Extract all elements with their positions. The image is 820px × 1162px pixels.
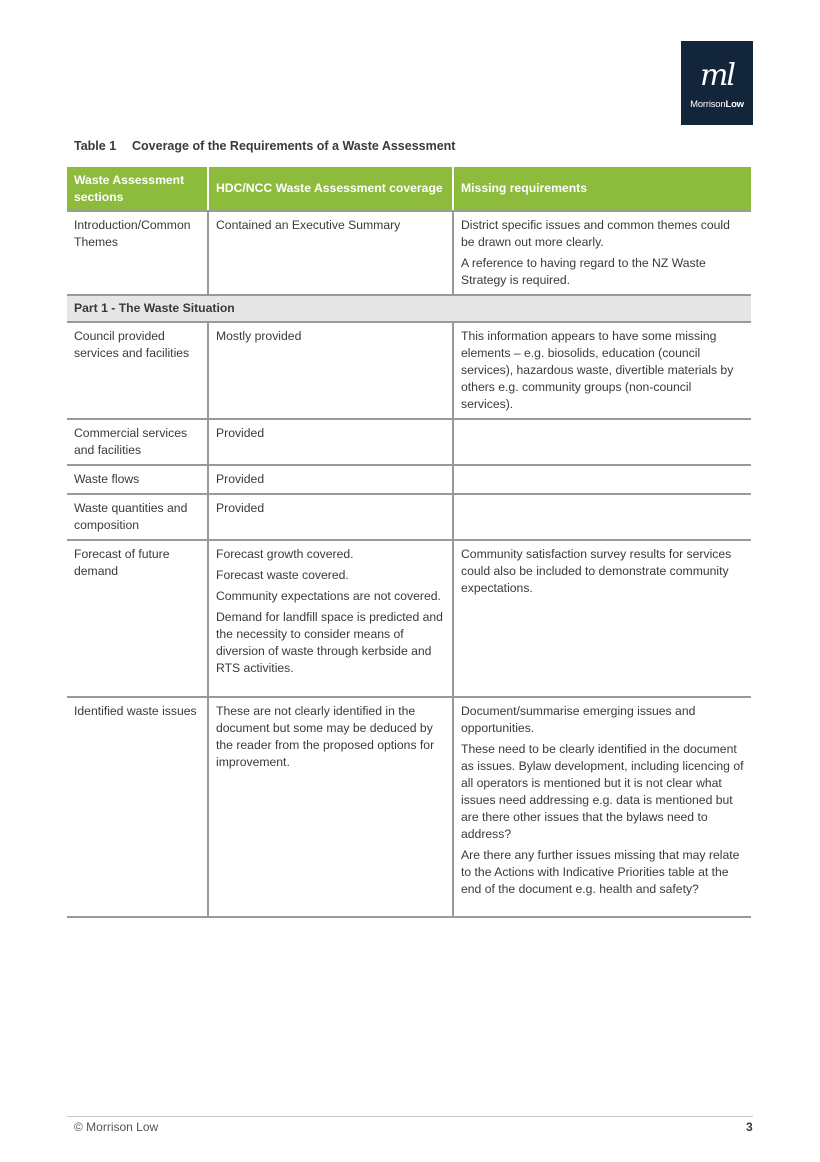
- page-number: 3: [746, 1120, 753, 1134]
- section-cell: Waste flows: [67, 465, 208, 494]
- section-cell: Council provided services and facilities: [67, 322, 208, 419]
- table-row: [67, 494, 751, 540]
- table-header-row: [67, 167, 751, 211]
- section-heading: Part 1 - The Waste Situation: [67, 295, 751, 322]
- section-cell: Waste quantities and composition: [67, 494, 208, 540]
- table-row: [67, 540, 751, 697]
- coverage-cell: Forecast growth covered. Forecast waste covered. Community expectations are not covered. Demand for landfill space is predicted and the necessity to consider means of diversion of waste through kerbside and RTS activities.: [208, 540, 453, 697]
- header-coverage: HDC/NCC Waste Assessment coverage: [208, 167, 453, 211]
- coverage-cell: These are not clearly identified in the document but some may be deduced by the reader from the proposed options for improvement.: [208, 697, 453, 917]
- logo-mark: ml: [699, 58, 735, 93]
- missing-cell: [453, 419, 751, 465]
- footer-divider: [67, 1116, 753, 1117]
- table-row: [67, 465, 751, 494]
- coverage-cell: Provided: [208, 419, 453, 465]
- morrison-low-logo: [681, 41, 753, 125]
- missing-cell: This information appears to have some missing elements – e.g. biosolids, education (council services), hazardous waste, divertible materials by others e.g. community groups (non-council services).: [453, 322, 751, 419]
- table-caption-number: Table 1: [74, 139, 117, 153]
- table-caption-title: Coverage of the Requirements of a Waste Assessment: [132, 139, 456, 153]
- table-row: [67, 697, 751, 917]
- table-row: [67, 419, 751, 465]
- section-cell: Identified waste issues: [67, 697, 208, 917]
- missing-cell: Community satisfaction survey results for services could also be included to demonstrate community expectations.: [453, 540, 751, 697]
- missing-cell: Document/summarise emerging issues and opportunities. These need to be clearly identified in the document as issues. Bylaw development, including licencing of all operators is mentioned but it is not clear what issues need addressing e.g. data is mentioned but are there other issues that the bylaws need to address? Are there any further issues missing that may relate to the Actions with Indicative Priorities table at the end of the document e.g. health and safety?: [453, 697, 751, 917]
- coverage-cell: Contained an Executive Summary: [208, 211, 453, 295]
- header-sections: Waste Assessment sections: [67, 167, 208, 211]
- section-cell: Introduction/Common Themes: [67, 211, 208, 295]
- requirements-table: [67, 167, 751, 918]
- missing-cell: District specific issues and common themes could be drawn out more clearly. A reference to having regard to the NZ Waste Strategy is required.: [453, 211, 751, 295]
- header-missing: Missing requirements: [453, 167, 751, 211]
- table-caption: [74, 139, 455, 153]
- missing-cell: [453, 494, 751, 540]
- section-cell: Commercial services and facilities: [67, 419, 208, 465]
- coverage-cell: Mostly provided: [208, 322, 453, 419]
- table-row: [67, 322, 751, 419]
- footer-copyright: © Morrison Low: [74, 1120, 159, 1134]
- section-heading-row: [67, 295, 751, 322]
- table-row: [67, 211, 751, 295]
- coverage-cell: Provided: [208, 494, 453, 540]
- coverage-cell: Provided: [208, 465, 453, 494]
- section-cell: Forecast of future demand: [67, 540, 208, 697]
- logo-wordmark: MorrisonLow: [690, 99, 744, 110]
- missing-cell: [453, 465, 751, 494]
